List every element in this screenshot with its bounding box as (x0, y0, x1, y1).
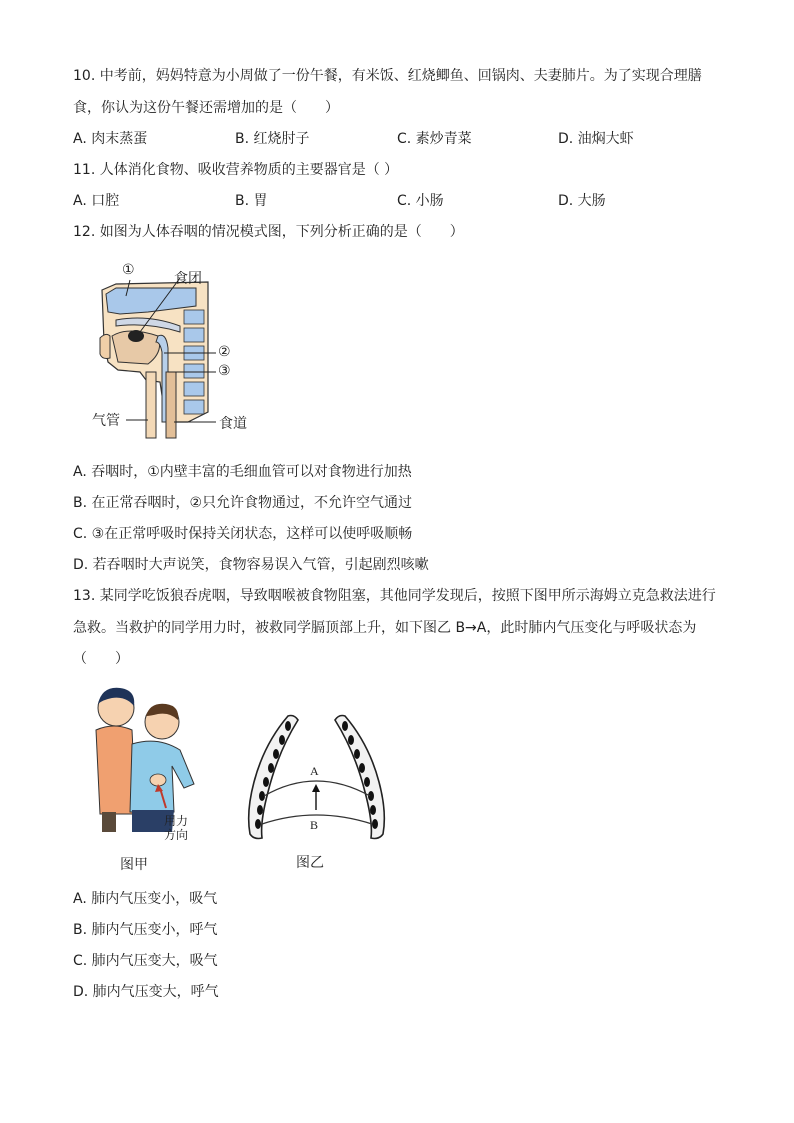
q10-option-b[interactable]: B. 红烧肘子 (235, 131, 310, 147)
label-2: ② (218, 344, 231, 360)
q11-option-b[interactable]: B. 胃 (235, 193, 268, 209)
q11-stem: 11. 人体消化食物、吸收营养物质的主要器官是（ ） (73, 162, 399, 178)
label-trachea: 气管 (92, 413, 120, 429)
figure-b-caption: 图乙 (296, 855, 324, 871)
label-3: ③ (218, 363, 231, 379)
q10-option-c[interactable]: C. 素炒青菜 (397, 131, 472, 147)
q10-option-a[interactable]: A. 肉末蒸蛋 (73, 131, 148, 147)
heimlich-illustration-svg (92, 684, 222, 834)
q13-stem-line1: 13. 某同学吃饭狼吞虎咽，导致咽喉被食物阻塞，其他同学发现后，按照下图甲所示海姆立克急救法进行 (73, 588, 716, 604)
heimlich-illustration (92, 684, 222, 874)
q12-stem: 12. 如图为人体吞咽的情况模式图，下列分析正确的是（ ） (73, 224, 464, 240)
figure-a-caption: 图甲 (120, 857, 148, 873)
force-label-1: 用力 (164, 814, 189, 828)
diaphragm-diagram (244, 712, 389, 874)
q12-option-d[interactable]: D. 若吞咽时大声说笑，食物容易误入气管，引起剧烈咳嗽 (73, 557, 429, 573)
q13-stem-line2: 急救。当救护的同学用力时，被救同学膈顶部上升，如下图乙 B→A，此时肺内气压变化与呼吸状态为 (73, 620, 697, 636)
swallowing-diagram (88, 262, 258, 440)
q13-option-b[interactable]: B. 肺内气压变小，呼气 (73, 922, 218, 938)
position-a-label: A (310, 764, 319, 778)
q13-option-c[interactable]: C. 肺内气压变大，吸气 (73, 953, 218, 969)
q11-option-d[interactable]: D. 大肠 (558, 193, 606, 209)
q13-stem-line3: （ ） (73, 651, 129, 667)
q11-option-c[interactable]: C. 小肠 (397, 193, 444, 209)
q10-option-d[interactable]: D. 油焖大虾 (558, 131, 634, 147)
label-food-bolus: 食团 (174, 271, 202, 287)
q13-option-a[interactable]: A. 肺内气压变小，吸气 (73, 891, 218, 907)
q12-option-a[interactable]: A. 吞咽时，①内壁丰富的毛细血管可以对食物进行加热 (73, 464, 412, 480)
q12-option-c[interactable]: C. ③在正常呼吸时保持关闭状态，这样可以使呼吸顺畅 (73, 526, 413, 542)
q10-stem-line1: 10. 中考前，妈妈特意为小周做了一份午餐，有米饭、红烧鲫鱼、回锅肉、夫妻肺片。为了实现合理膳 (73, 68, 702, 84)
label-pharynx-1: ① (122, 262, 135, 278)
force-label-2: 方向 (164, 828, 189, 842)
label-esophagus: 食道 (219, 416, 247, 432)
position-b-label: B (310, 818, 319, 832)
q10-stem-line2: 食，你认为这份午餐还需增加的是（ ） (73, 100, 339, 116)
q13-option-d[interactable]: D. 肺内气压变大，呼气 (73, 984, 219, 1000)
q11-option-a[interactable]: A. 口腔 (73, 193, 120, 209)
q12-option-b[interactable]: B. 在正常吞咽时，②只允许食物通过，不允许空气通过 (73, 495, 413, 511)
